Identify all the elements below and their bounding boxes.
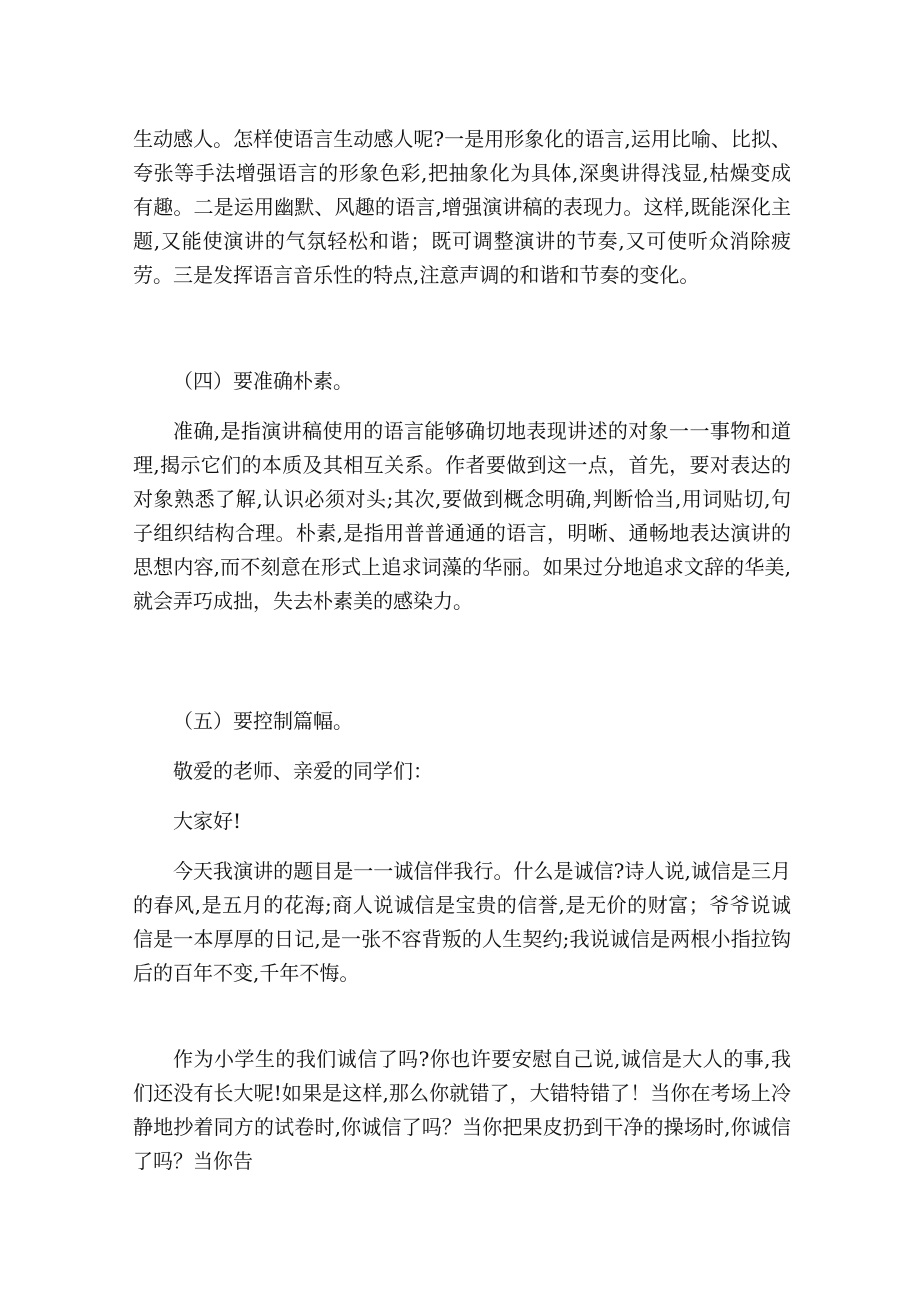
heading-accurate-plain [133,364,791,398]
body-paragraph: 今天我演讲的题目是一一诚信伴我行。什么是诚信?诗人说,诚信是三月的春风,是五月的花海;商人说诚信是宝贵的信誉,是无价的财富；爷爷说诚信是一本厚厚的日记,是一张不容背叛的人生契约;我说诚信是两根小指拉钩后的百年不变,千年不悔。 [133,859,791,985]
body-paragraph: 敬爱的老师、亲爱的同学们： [173,759,433,783]
paragraph-salutation [133,754,791,788]
paragraph-students-honesty [133,1042,791,1178]
paragraph-accurate-plain [133,414,791,618]
body-paragraph: 作为小学生的我们诚信了吗?你也许要安慰自己说,诚信是大人的事,我们还没有长大呢!如果是这样,那么你就错了，大错特错了！当你在考场上冷静地抄着同方的试卷时,你诚信了吗？当你把果皮扔到干净的操场时,你诚信了吗？当你告 [133,1047,791,1173]
paragraph-language-vivid [133,122,791,292]
paragraph-speech-title [133,854,791,990]
section-heading: （四）要准确朴素。 [173,369,353,393]
heading-control-length [133,704,791,738]
paragraph-greeting [133,804,791,838]
section-heading: （五）要控制篇幅。 [173,709,353,733]
body-paragraph: 生动感人。怎样使语言生动感人呢?一是用形象化的语言,运用比喻、比拟、夸张等手法增强语言的形象色彩,把抽象化为具体,深奥讲得浅显,枯燥变成有趣。二是运用幽默、风趣的语言,增强演讲稿的表现力。这样,既能深化主题,又能使演讲的气氛轻松和谐；既可调整演讲的节奏,又可使听众消除疲劳。三是发挥语言音乐性的特点,注意声调的和谐和节奏的变化。 [133,127,791,287]
body-paragraph: 准确,是指演讲稿使用的语言能够确切地表现讲述的对象一一事物和道理,揭示它们的本质及其相互关系。作者要做到这一点，首先，要对表达的对象熟悉了解,认识必须对头;其次,要做到概念明确,判断恰当,用词贴切,句子组织结构合理。朴素,是指用普普通通的语言，明晰、通畅地表达演讲的思想内容,而不刻意在形式上追求词藻的华丽。如果过分地追求文辞的华美,就会弄巧成拙，失去朴素美的感染力。 [133,419,791,613]
body-paragraph: 大家好! [173,809,242,833]
